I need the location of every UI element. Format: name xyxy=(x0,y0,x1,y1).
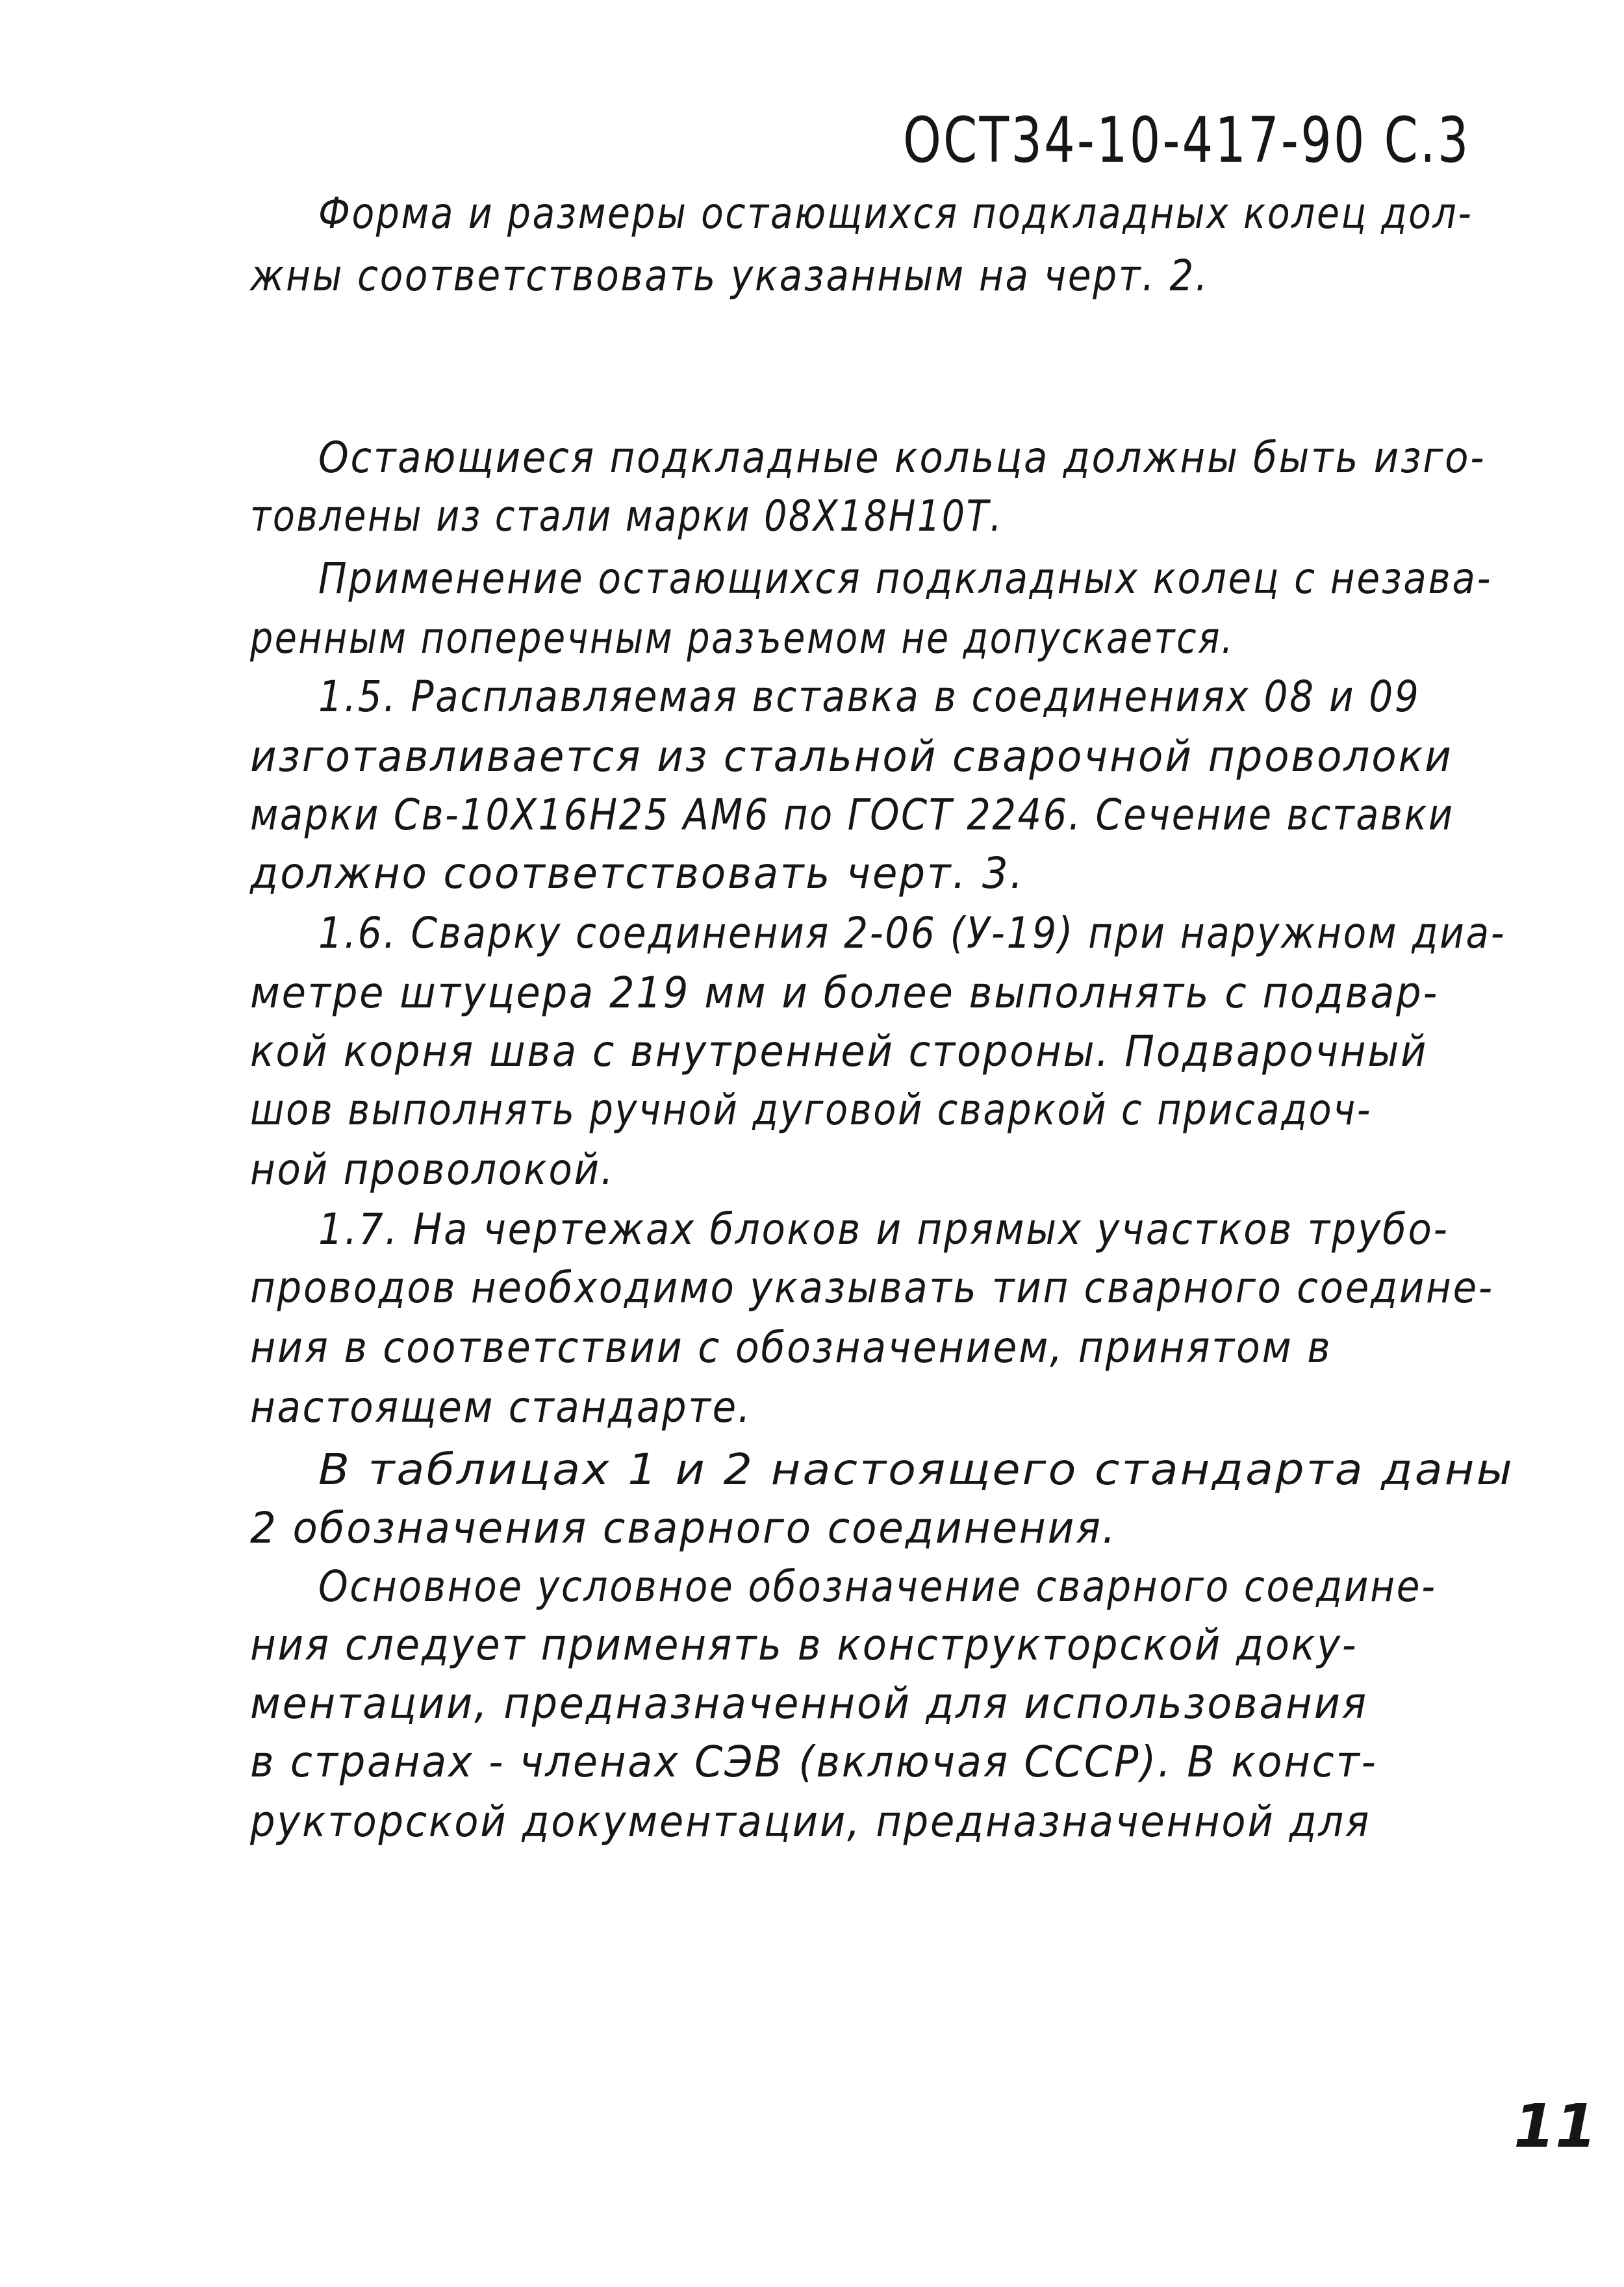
text-line: Основное условное обозначение сварного соедине- xyxy=(318,1561,1437,1611)
text-line: в странах - членах СЭВ (включая СССР). В конст- xyxy=(250,1737,1378,1787)
text-line: ренным поперечным разъемом не допускается. xyxy=(250,613,1235,663)
text-line: должно соответствовать черт. 3. xyxy=(250,848,1025,898)
text-line: 1.5. Расплавляемая вставка в соединениях 08 и 09 xyxy=(318,672,1421,722)
text-line: настоящем стандарте. xyxy=(250,1382,752,1432)
text-line: 1.7. На чертежах блоков и прямых участков трубо- xyxy=(318,1204,1449,1254)
text-line: 1.6. Сварку соединения 2-06 (У-19) при наружном диа- xyxy=(318,908,1506,958)
text-line: рукторской документации, предназначенной для xyxy=(250,1797,1371,1847)
text-line: ния следует применять в конструкторской доку- xyxy=(250,1620,1358,1670)
page-number: 11 xyxy=(1514,2091,1597,2161)
text-line: 2 обозначения сварного соединения. xyxy=(250,1503,1117,1553)
text-line: шов выполнять ручной дуговой сваркой с присадоч- xyxy=(250,1085,1373,1135)
text-line: ния в соответствии с обозначением, принятом в xyxy=(250,1322,1332,1372)
document-designation: ОСТ34-10-417-90 С.3 xyxy=(903,104,1471,177)
text-line: Остающиеся подкладные кольца должны быть изго- xyxy=(318,433,1486,483)
text-line: марки Св-10Х16Н25 АМ6 по ГОСТ 2246. Сечение вставки xyxy=(250,790,1454,840)
text-line: жны соответствовать указанным на черт. 2. xyxy=(250,251,1210,301)
text-line: ментации, предназначенной для использования xyxy=(250,1678,1368,1728)
text-line: Применение остающихся подкладных колец с незава- xyxy=(318,553,1493,603)
text-line: товлены из стали марки 08Х18Н10Т. xyxy=(250,491,1004,541)
text-line: кой корня шва с внутренней стороны. Подварочный xyxy=(250,1026,1428,1076)
text-line: проводов необходимо указывать тип сварного соедине- xyxy=(250,1263,1494,1313)
text-line: ной проволокой. xyxy=(250,1144,615,1194)
text-line: изготавливается из стальной сварочной проволоки xyxy=(250,731,1453,781)
text-line: Форма и размеры остающихся подкладных колец дол- xyxy=(318,188,1473,238)
text-line: В таблицах 1 и 2 настоящего стандарта даны xyxy=(318,1445,1515,1495)
text-line: метре штуцера 219 мм и более выполнять с подвар- xyxy=(250,968,1440,1018)
